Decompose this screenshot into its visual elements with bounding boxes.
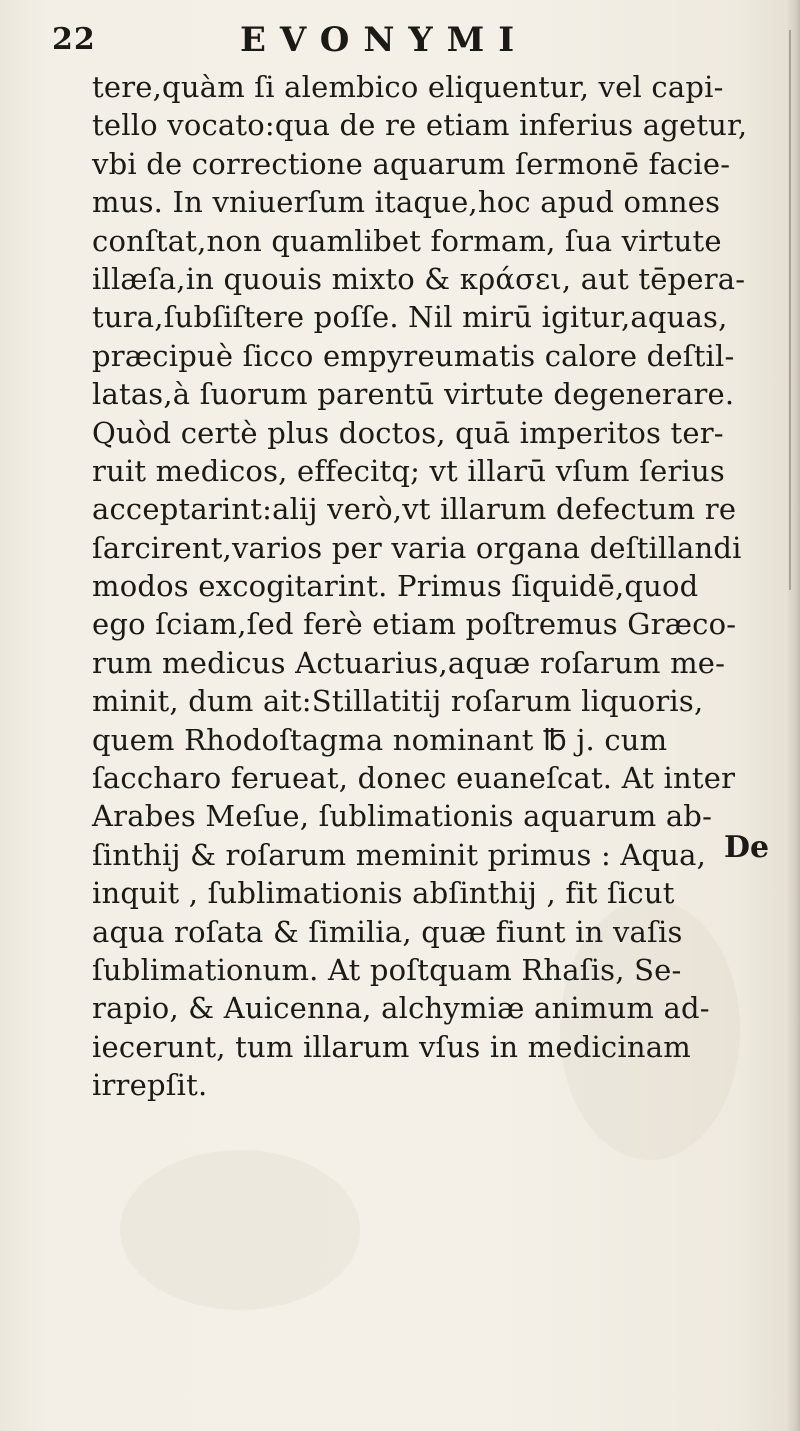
text-line: vbi de correctione aquarum ſermonē facie- xyxy=(92,146,731,181)
text-line: rapio, & Auicenna, alchymiæ animum ad- xyxy=(92,991,710,1026)
text-line: latas,à ſuorum parentū virtute degenerare. xyxy=(92,377,735,412)
body-text xyxy=(92,68,772,1105)
page-number: 22 xyxy=(52,22,96,57)
catchword: De xyxy=(724,830,770,865)
text-line: ſublimationum. At poſtquam Rhaſis, Se- xyxy=(92,952,682,987)
text-line: rum medicus Actuarius,aquæ roſarum me- xyxy=(92,645,726,680)
text-line: aqua roſata & ſimilia, quæ fiunt in vaſis xyxy=(92,914,683,949)
text-line: tere,quàm ſi alembico eliquentur, vel capi- xyxy=(92,70,724,104)
text-line: minit, dum ait:Stillatitij roſarum liquoris, xyxy=(92,684,704,719)
text-line: modos excogitarint. Primus ſiquidē,quod xyxy=(92,569,699,604)
text-line: ſinthij & roſarum meminit primus : Aqua, xyxy=(92,837,707,872)
text-line: irrepſit. xyxy=(92,1068,208,1103)
text-line: tura,ſubſiſtere poſſe. Nil mirū igitur,aquas, xyxy=(92,300,728,335)
text-line: Quòd certè plus doctos, quā imperitos ter- xyxy=(92,415,724,450)
text-line: quem Rhodoſtagma nominant ℔ j. cum xyxy=(92,722,668,757)
text-line: præcipuè ſicco empyreumatis calore deſtil- xyxy=(92,338,735,373)
text-line: illæſa,in quouis mixto & κράσει, aut tēpera- xyxy=(92,261,746,296)
text-line: mus. In vniuerſum itaque,hoc apud omnes xyxy=(92,185,721,220)
text-line: ego ſciam,ſed ferè etiam poſtremus Græco- xyxy=(92,607,737,642)
text-line: ſaccharo ferueat, donec euaneſcat. At inter xyxy=(92,761,736,796)
paper-stain xyxy=(120,1150,360,1310)
text-line: Arabes Meſue, ſublimationis aquarum ab- xyxy=(92,799,713,834)
text-line: inquit , ſublimationis abſinthij , fit ſicut xyxy=(92,876,675,911)
text-line: acceptarint:alij verò,vt illarum defectum re xyxy=(92,492,737,527)
text-line: ruit medicos, effecitq; vt illarū vſum ſerius xyxy=(92,453,725,488)
text-line: ſarcirent,varios per varia organa deſtillandi xyxy=(92,530,742,565)
text-line: conſtat,non quamlibet formam, ſua virtute xyxy=(92,223,722,258)
text-line: iecerunt, tum illarum vſus in medicinam xyxy=(92,1029,691,1064)
page-edge-line xyxy=(789,30,791,590)
text-line: tello vocato:qua de re etiam inferius agetur, xyxy=(92,108,748,143)
running-head: EVONYMI xyxy=(240,20,529,60)
